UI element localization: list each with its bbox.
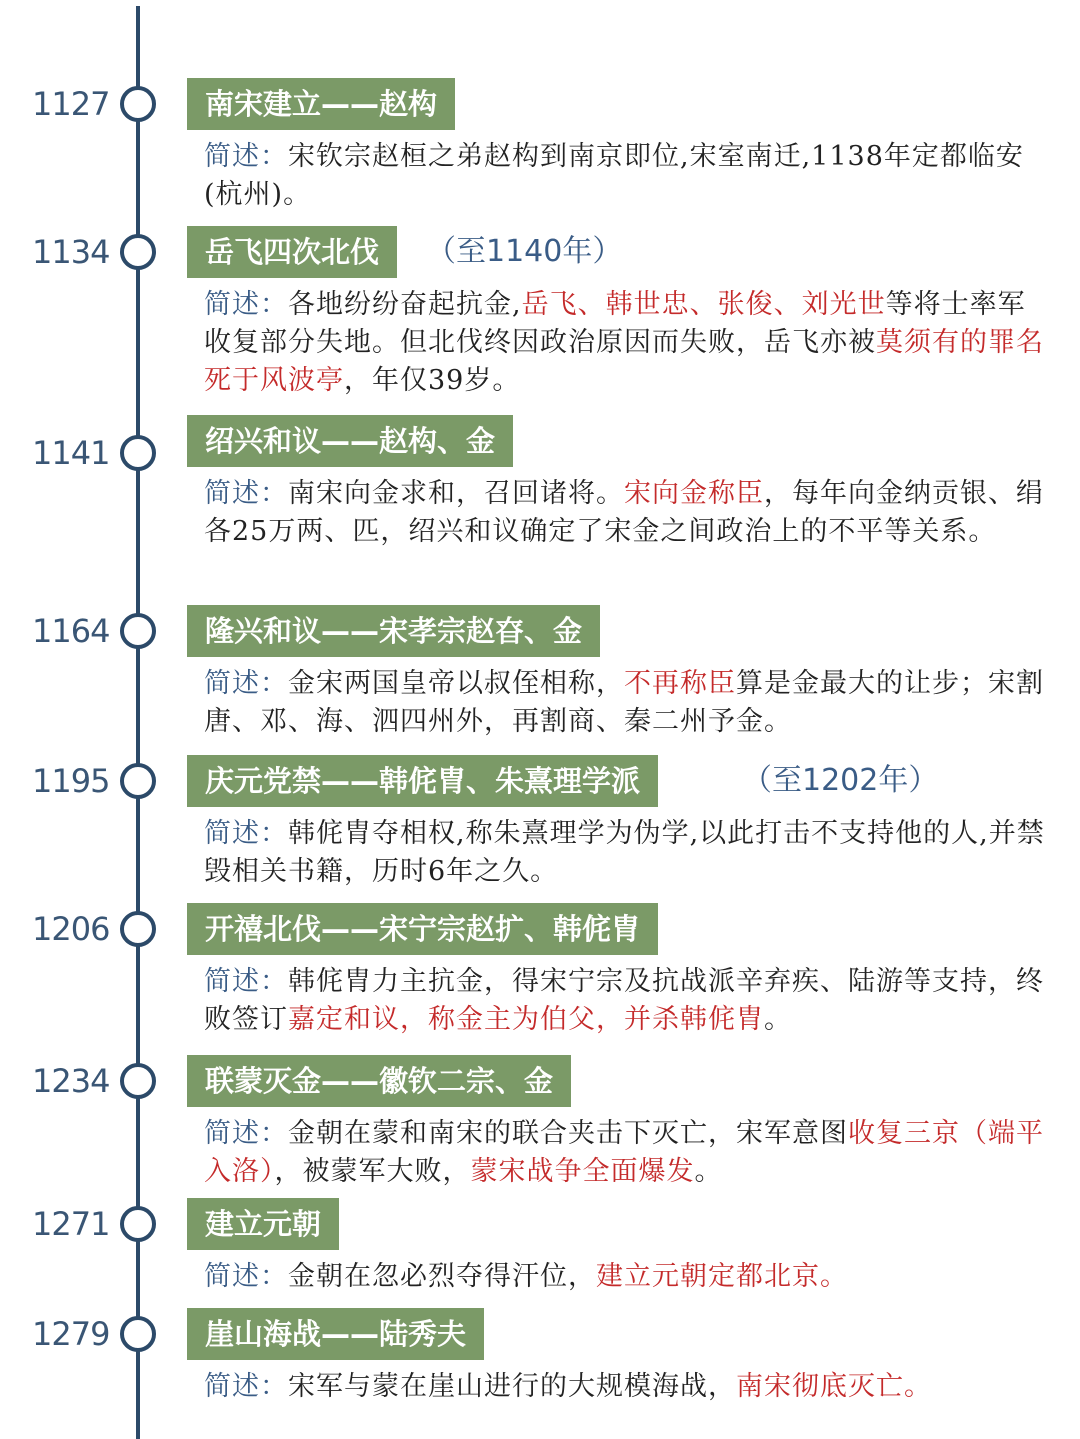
event-title: 岳飞四次北伐 (187, 226, 397, 278)
highlighted-text: 收复三京（端平入洛） (204, 1118, 1044, 1187)
description-label: 简述： (204, 1118, 288, 1149)
timeline-node (120, 763, 156, 799)
description-label: 简述： (204, 818, 288, 849)
event-year: 1134 (32, 233, 110, 271)
description-label: 简述： (204, 1371, 288, 1402)
event-year: 1234 (32, 1062, 110, 1100)
highlighted-text: 岳飞、韩世忠、张俊、刘光世 (521, 289, 886, 320)
description-text: ，每年向金纳贡银、绢各25万两、匹，绍兴和议确定了宋金之间政治上的不平等关系。 (204, 478, 1044, 547)
event-title: 联蒙灭金——徽钦二宗、金 (187, 1055, 571, 1107)
highlighted-text: 莫须有的罪名死于风波亭 (204, 327, 1044, 396)
highlighted-text: 蒙宋战争全面爆发 (470, 1156, 695, 1187)
event-title: 绍兴和议——赵构、金 (187, 415, 513, 467)
event-description (204, 815, 1050, 891)
event-title: 开禧北伐——宋宁宗赵扩、韩侂胄 (187, 903, 658, 955)
event-title: 庆元党禁——韩侂胄、朱熹理学派 (187, 755, 658, 807)
description-text: 金朝在忽必烈夺得汗位， (288, 1261, 596, 1292)
event-period-note: （至1202年） (742, 763, 939, 798)
highlighted-text: 南宋彻底灭亡。 (736, 1371, 932, 1402)
description-text: 宋钦宗赵桓之弟赵构到南京即位,宋室南迁,1138年定都临安(杭州)。 (204, 141, 1024, 210)
description-label: 简述： (204, 141, 288, 172)
highlighted-text: 宋向金称臣 (624, 478, 764, 509)
event-description (204, 1258, 1050, 1296)
event-description (204, 665, 1050, 741)
event-year: 1195 (32, 762, 110, 800)
description-text: 韩侂胄夺相权,称朱熹理学为伪学,以此打击不支持他的人,并禁毁相关书籍，历时6年之久。 (204, 818, 1045, 887)
timeline-node (120, 86, 156, 122)
timeline-node (120, 234, 156, 270)
timeline-node (120, 1316, 156, 1352)
highlighted-text: 建立元朝定都北京。 (596, 1261, 848, 1292)
event-description (204, 1368, 1050, 1406)
event-title: 崖山海战——陆秀夫 (187, 1308, 484, 1360)
timeline-node (120, 613, 156, 649)
timeline-node (120, 911, 156, 947)
event-title: 隆兴和议——宋孝宗赵昚、金 (187, 605, 600, 657)
event-description (204, 1115, 1050, 1191)
description-text: 金朝在蒙和南宋的联合夹击下灭亡，宋军意图 (288, 1118, 848, 1149)
description-text: 。 (764, 1004, 792, 1035)
description-label: 简述： (204, 478, 288, 509)
timeline-node (120, 1206, 156, 1242)
event-year: 1279 (32, 1315, 110, 1353)
description-text: ，年仅39岁。 (344, 365, 521, 396)
event-description (204, 963, 1050, 1039)
event-year: 1206 (32, 910, 110, 948)
event-period-note: （至1140年） (426, 234, 623, 269)
description-text: 宋军与蒙在崖山进行的大规模海战， (288, 1371, 736, 1402)
description-text: 金宋两国皇帝以叔侄相称， (288, 668, 624, 699)
description-label: 简述： (204, 1261, 288, 1292)
event-year: 1164 (32, 612, 110, 650)
description-label: 简述： (204, 966, 288, 997)
event-description (204, 138, 1050, 214)
event-description (204, 475, 1050, 551)
event-title: 南宋建立——赵构 (187, 78, 455, 130)
event-year: 1141 (32, 434, 110, 472)
event-description (204, 286, 1050, 400)
description-text: 韩侂胄力主抗金，得宋宁宗及抗战派辛弃疾、陆游等支持，终败签订 (204, 966, 1044, 1035)
description-text: 等将士率军收复部分失地。但北伐终因政治原因而失败，岳飞亦被 (204, 289, 1026, 358)
timeline-node (120, 435, 156, 471)
highlighted-text: 嘉定和议，称金主为伯父，并杀韩侂胄 (288, 1004, 764, 1035)
description-text: 各地纷纷奋起抗金, (288, 289, 522, 320)
description-text: 。 (694, 1156, 723, 1187)
description-label: 简述： (204, 289, 288, 320)
event-year: 1127 (32, 85, 110, 123)
event-year: 1271 (32, 1205, 110, 1243)
description-label: 简述： (204, 668, 288, 699)
timeline-node (120, 1063, 156, 1099)
highlighted-text: 不再称臣 (624, 668, 736, 699)
description-text: ，被蒙军大败， (274, 1156, 471, 1187)
description-text: 南宋向金求和，召回诸将。 (288, 478, 624, 509)
event-title: 建立元朝 (187, 1198, 339, 1250)
description-text: 算是金最大的让步；宋割唐、邓、海、泗四州外，再割商、秦二州予金。 (204, 668, 1044, 737)
